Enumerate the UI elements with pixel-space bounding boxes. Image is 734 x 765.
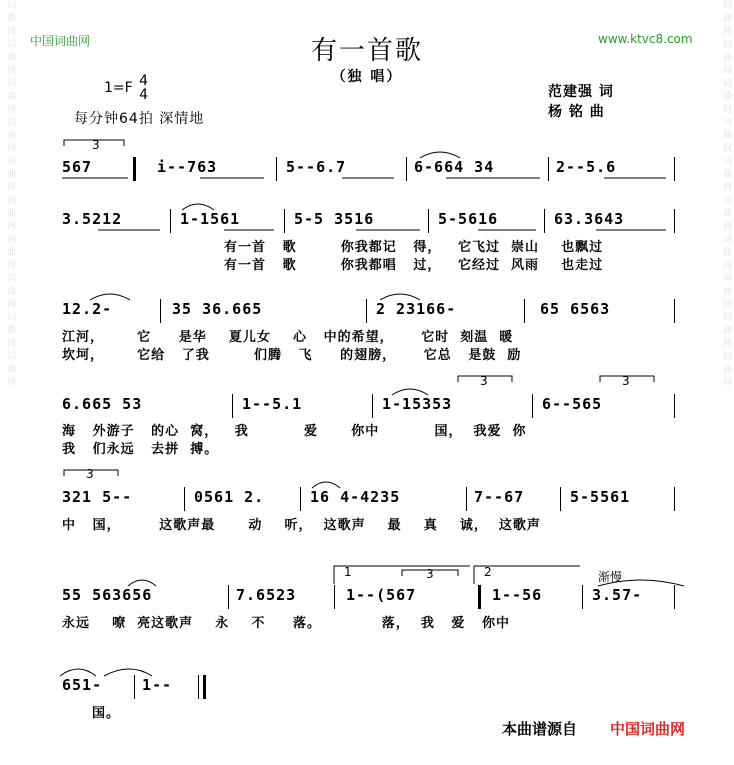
lyric-verse-1: 海 外游子 的心 窝， 我 爱 你中 国， 我爱 你 (62, 424, 527, 439)
barline (674, 487, 675, 511)
measure-notes: 321 5-- (62, 488, 133, 506)
triplet-mark: 3 (92, 138, 100, 152)
barline (674, 394, 675, 418)
measure-notes: 6-664 34 (414, 158, 495, 176)
measure-notes: 7.6523 (236, 586, 297, 604)
measure-notes: 0561 2. (194, 488, 265, 506)
barline (466, 487, 467, 511)
measure-notes: 63.3643 (554, 210, 625, 228)
barline (582, 585, 583, 609)
measure-notes: 2--5.6 (556, 158, 617, 176)
measure-notes: 5--6.7 (286, 158, 347, 176)
tempo-change-mark: 渐慢 (598, 570, 623, 584)
barline (334, 585, 335, 609)
barline (674, 585, 675, 609)
lyricist: 范建强 词 (548, 84, 614, 100)
measure-notes: 1--5.1 (242, 395, 303, 413)
lyric-verse-2: 我 们永远 去拼 搏。 (62, 442, 219, 457)
lyric-verse-2: 有一首 歌 你我都唱 过， 它经过 风雨 也走过 (224, 258, 604, 273)
ending-2-label: 2 (484, 565, 492, 579)
measure-notes: 7--67 (474, 488, 525, 506)
barline (548, 157, 549, 181)
measure-notes: 6--565 (542, 395, 603, 413)
barline (134, 675, 135, 699)
measure-notes: 1--(567 (346, 586, 417, 604)
site-watermark: 中国词曲网 (30, 34, 91, 48)
barline (160, 299, 161, 323)
measure-notes: 1-1561 (180, 210, 241, 228)
url-watermark: www.ktvc8.com (598, 32, 693, 46)
source-label: 本曲谱源自 (502, 720, 578, 738)
barline (228, 585, 229, 609)
triplet-mark: 3 (426, 567, 434, 581)
barline (532, 394, 533, 418)
measure-notes: 55 563656 (62, 586, 153, 604)
tie (104, 669, 152, 676)
measure-notes: 16 4-4235 (310, 488, 401, 506)
key-label: 1=F (104, 80, 133, 96)
barline (674, 157, 675, 181)
tie (60, 669, 96, 676)
lyric-verse-1: 江河， 它 是华 夏儿女 心 中的希望， 它时 刻温 暖 (62, 330, 514, 345)
lyric-verse-1: 国。 (92, 706, 121, 721)
measure-notes: 1--56 (492, 586, 543, 604)
credits (548, 82, 614, 122)
barline (428, 209, 429, 233)
measure-notes: 567 (62, 158, 93, 176)
measure-notes: 651- (62, 676, 103, 694)
ending-1-label: 1 (344, 565, 352, 579)
key-signature (104, 74, 148, 102)
lyric-verse-1: 中 国， 这歌声最 动 听， 这歌声 最 真 诚， 这歌声 (62, 518, 541, 533)
barline (198, 675, 199, 699)
barline (300, 487, 301, 511)
measure-notes: 35 36.665 (172, 300, 263, 318)
barline (560, 487, 561, 511)
measure-notes: 5-5561 (570, 488, 631, 506)
triplet-mark: 3 (480, 374, 488, 388)
time-bottom: 4 (139, 87, 149, 103)
side-watermark-left: 词曲网词曲网词曲网词曲网词曲网词曲网词曲网词曲网词曲网词曲网 (5, 0, 15, 390)
barline (184, 487, 185, 511)
time-top: 4 (139, 73, 149, 89)
source-site: 中国词曲网 (610, 720, 686, 738)
barline (674, 209, 675, 233)
volta-bracket-1 (334, 566, 470, 584)
measure-notes: 1-15353 (382, 395, 453, 413)
song-title: 有一首歌 (310, 36, 423, 66)
measure-notes: i--763 (157, 158, 218, 176)
measure-notes: 5-5 3516 (294, 210, 375, 228)
barline (406, 157, 407, 181)
tempo-marking: 每分钟64拍 深情地 (74, 111, 205, 127)
repeat-barline (478, 585, 481, 609)
side-watermark-right: 词曲网词曲网词曲网词曲网词曲网词曲网词曲网词曲网词曲网词曲网 (721, 0, 731, 390)
barline (276, 157, 277, 181)
measure-notes: 1-- (142, 676, 173, 694)
triplet-mark: 3 (622, 374, 630, 388)
lyric-verse-1: 有一首 歌 你我都记 得， 它飞过 崇山 也飘过 (224, 240, 604, 255)
measure-notes: 12.2- (62, 300, 113, 318)
barline (524, 299, 525, 323)
triplet-mark: 3 (86, 467, 94, 481)
barline (372, 394, 373, 418)
barline (170, 209, 171, 233)
lyric-verse-1: 永远 嘹 亮这歌声 永 不 落。 落， 我 爱 你中 (62, 616, 510, 631)
composer: 杨 铭 曲 (548, 104, 605, 120)
measure-notes: 5-5616 (438, 210, 499, 228)
measure-notes: 2 23166- (376, 300, 457, 318)
repeat-barline (133, 157, 136, 181)
measure-notes: 3.57- (592, 586, 643, 604)
measure-notes: 3.5212 (62, 210, 123, 228)
barline (674, 299, 675, 323)
barline (544, 209, 545, 233)
song-subtitle: （独 唱） (331, 69, 403, 85)
final-barline (203, 675, 206, 699)
barline (232, 394, 233, 418)
barline (366, 299, 367, 323)
time-signature (139, 74, 148, 102)
barline (284, 209, 285, 233)
measure-notes: 65 6563 (540, 300, 611, 318)
measure-notes: 6.665 53 (62, 395, 143, 413)
lyric-verse-2: 坎坷， 它给 了我 们腾 飞 的翅膀， 它总 是鼓 励 (62, 348, 522, 363)
